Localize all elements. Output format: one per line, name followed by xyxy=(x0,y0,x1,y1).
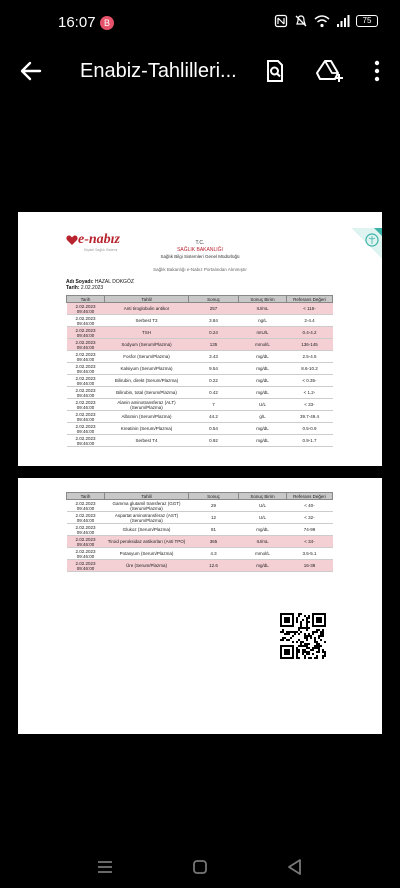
row-time: 09:46:00 xyxy=(76,380,95,386)
back-nav-button[interactable] xyxy=(282,854,308,880)
pdf-page-1[interactable] xyxy=(18,212,382,466)
status-bar xyxy=(0,0,400,48)
row-datetime xyxy=(67,536,105,548)
notification-badge: B xyxy=(100,16,114,30)
row-date: 2.02.2023 xyxy=(75,423,96,429)
table-row xyxy=(67,399,333,411)
row-datetime xyxy=(67,435,105,447)
row-time: 09:46:00 xyxy=(76,332,95,338)
row-reference: 0.4-4.2 xyxy=(287,327,333,339)
table-row xyxy=(67,387,333,399)
patient-name-line: Adı Soyadı: HAZAL DOKGÖZ xyxy=(66,279,134,285)
header-line-1: T.C. xyxy=(195,240,205,246)
table-row xyxy=(67,512,333,524)
table-row xyxy=(67,315,333,327)
column-header: Sonuç Birim xyxy=(239,296,287,303)
row-datetime xyxy=(67,399,105,411)
row-result: 4.3 xyxy=(189,548,239,560)
search-document-icon xyxy=(262,58,288,84)
row-result: 135 xyxy=(189,339,239,351)
battery-icon: 75 xyxy=(356,15,378,27)
row-unit: mg/dL xyxy=(239,560,287,572)
row-test: Gamma glutamil transferaz (GGT) (Serum/Plazma) xyxy=(105,500,189,512)
row-test: Aspartat aminotransferaz (AST) (Serum/Plazma) xyxy=(105,512,189,524)
row-test: Serbest T4 xyxy=(105,435,189,447)
row-date: 2.02.2023 xyxy=(75,560,96,566)
row-result: 0.54 xyxy=(189,423,239,435)
row-time: 09:46:00 xyxy=(76,428,95,434)
row-test: Kalsiyum (Serum/Plazma) xyxy=(105,363,189,375)
home-button[interactable] xyxy=(187,854,213,880)
row-result: 0.42 xyxy=(189,387,239,399)
row-test: Sodyum (Serum/Plazma) xyxy=(105,339,189,351)
header-line-2: SAĞLIK BAKANLIĞI xyxy=(177,247,223,253)
row-date: 2.02.2023 xyxy=(75,399,96,405)
row-date: 2.02.2023 xyxy=(75,500,96,506)
row-time: 09:46:00 xyxy=(76,392,95,398)
table-header-row xyxy=(67,493,333,500)
row-result: 365 xyxy=(189,536,239,548)
row-unit: mg/dL xyxy=(239,524,287,536)
row-unit: U/L xyxy=(239,399,287,411)
search-button[interactable] xyxy=(262,58,288,84)
row-time: 09:46:00 xyxy=(76,368,95,374)
row-datetime xyxy=(67,387,105,399)
header-line-3: Sağlık Bilgi Sistemleri Genel Müdürlüğü xyxy=(160,254,240,259)
triangle-back-icon xyxy=(282,854,308,880)
report-date-line: Tarih: 2.02.2023 xyxy=(66,285,104,291)
row-datetime xyxy=(67,560,105,572)
row-date: 2.02.2023 xyxy=(75,524,96,530)
qr-code-icon xyxy=(280,613,326,659)
row-date: 2.02.2023 xyxy=(75,303,96,309)
row-time: 09:46:00 xyxy=(76,553,95,559)
row-reference: 0.5-0.9 xyxy=(287,423,333,435)
row-test: Bilirubin, direkt (Serum/Plazma) xyxy=(105,375,189,387)
table-row xyxy=(67,500,333,512)
table-row xyxy=(67,363,333,375)
row-datetime xyxy=(67,339,105,351)
row-test: TSH xyxy=(105,327,189,339)
row-result: 257 xyxy=(189,303,239,315)
row-time: 09:46:00 xyxy=(76,565,95,571)
app-bar xyxy=(0,48,400,94)
table-row xyxy=(67,351,333,363)
row-unit: U/L xyxy=(239,512,287,524)
row-test: Alanin aminotransferaz (ALT) (Serum/Plazma) xyxy=(105,399,189,411)
row-test: Albümin (Serum/Plazma) xyxy=(105,411,189,423)
enabiz-logo: e-nabız xyxy=(78,232,120,247)
row-datetime xyxy=(67,423,105,435)
menu-lines-icon xyxy=(92,854,118,880)
row-reference: < 32- xyxy=(287,512,333,524)
row-reference: 8.6-10.2 xyxy=(287,363,333,375)
row-unit: mmol/L xyxy=(239,339,287,351)
row-reference: 2.5-4.5 xyxy=(287,351,333,363)
more-options-button[interactable] xyxy=(364,58,390,84)
row-date: 2.02.2023 xyxy=(75,435,96,441)
table-row xyxy=(67,423,333,435)
row-date: 2.02.2023 xyxy=(75,315,96,321)
row-datetime xyxy=(67,411,105,423)
column-header: Tarih xyxy=(67,296,105,303)
column-header: Sonuç xyxy=(189,493,239,500)
row-date: 2.02.2023 xyxy=(75,536,96,542)
row-result: 0.22 xyxy=(189,375,239,387)
row-datetime xyxy=(67,375,105,387)
row-test: Anti tiroglobulin antikor xyxy=(105,303,189,315)
row-result: 9.54 xyxy=(189,363,239,375)
row-test: Bilirubin, total (Serum/Plazma) xyxy=(105,387,189,399)
row-reference: 74-99 xyxy=(287,524,333,536)
row-unit: mg/dL xyxy=(239,351,287,363)
status-icons xyxy=(274,14,378,28)
row-time: 09:46:00 xyxy=(76,344,95,350)
table-row xyxy=(67,303,333,315)
table-row xyxy=(67,524,333,536)
home-square-icon xyxy=(187,854,213,880)
row-test: Potasyum (Serum/Plazma) xyxy=(105,548,189,560)
row-datetime xyxy=(67,303,105,315)
row-date: 2.02.2023 xyxy=(75,411,96,417)
row-result: 12 xyxy=(189,512,239,524)
row-test: Glukoz (Serum/Plazma) xyxy=(105,524,189,536)
row-result: 0.24 xyxy=(189,327,239,339)
patient-name: HAZAL DOKGÖZ xyxy=(94,279,134,285)
row-unit: IU/mL xyxy=(239,303,287,315)
row-result: 44.2 xyxy=(189,411,239,423)
column-header: Referans Değeri xyxy=(287,493,333,500)
row-reference: < 40- xyxy=(287,500,333,512)
row-unit: mIU/L xyxy=(239,327,287,339)
wifi-icon xyxy=(314,15,330,28)
row-reference: 3.5-5.1 xyxy=(287,548,333,560)
column-header: Tarih xyxy=(67,493,105,500)
column-header: Sonuç xyxy=(189,296,239,303)
row-datetime xyxy=(67,500,105,512)
nfc-icon xyxy=(274,14,288,28)
row-test: Tiroid peroksidaz antikorları (Anti TPO) xyxy=(105,536,189,548)
logo-subtitle: Kişisel Sağlık Sistemi xyxy=(84,248,118,252)
row-result: 7 xyxy=(189,399,239,411)
row-date: 2.02.2023 xyxy=(75,375,96,381)
add-to-drive-icon xyxy=(316,58,344,84)
back-button[interactable] xyxy=(18,58,44,84)
table-row xyxy=(67,411,333,423)
row-reference: 136-145 xyxy=(287,339,333,351)
row-result: 3.84 xyxy=(189,315,239,327)
row-test: Serbest T3 xyxy=(105,315,189,327)
pdf-page-2[interactable] xyxy=(18,478,382,734)
row-reference: 2-4.4 xyxy=(287,315,333,327)
row-time: 09:46:00 xyxy=(76,517,95,523)
row-reference: < 1.2- xyxy=(287,387,333,399)
table-row xyxy=(67,560,333,572)
table-row xyxy=(67,536,333,548)
row-date: 2.02.2023 xyxy=(75,363,96,369)
column-header: Tahlil xyxy=(105,296,189,303)
row-date: 2.02.2023 xyxy=(75,327,96,333)
row-reference: < 33- xyxy=(287,399,333,411)
row-result: 3.43 xyxy=(189,351,239,363)
lab-results-table-1 xyxy=(66,295,333,447)
row-time: 09:46:00 xyxy=(76,320,95,326)
row-datetime xyxy=(67,315,105,327)
mute-icon xyxy=(294,14,308,28)
column-header: Referans Değeri xyxy=(287,296,333,303)
row-unit: mg/dL xyxy=(239,363,287,375)
signal-icon xyxy=(336,15,350,28)
document-title: Enabiz-Tahlilleri... xyxy=(80,60,237,82)
row-time: 09:46:00 xyxy=(76,529,95,535)
more-vert-icon xyxy=(364,58,390,84)
table-row xyxy=(67,327,333,339)
row-time: 09:46:00 xyxy=(76,440,95,446)
row-time: 09:46:00 xyxy=(76,416,95,422)
row-date: 2.02.2023 xyxy=(75,548,96,554)
row-unit: mg/dL xyxy=(239,387,287,399)
row-unit: mg/dL xyxy=(239,375,287,387)
navigation-bar xyxy=(0,846,400,888)
row-datetime xyxy=(67,524,105,536)
row-reference: 39.7-49.4 xyxy=(287,411,333,423)
row-test: Üre (Serum/Plazma) xyxy=(105,560,189,572)
status-time: 16:07 xyxy=(58,14,96,31)
row-unit: mg/dL xyxy=(239,423,287,435)
row-date: 2.02.2023 xyxy=(75,351,96,357)
row-unit: mg/dL xyxy=(239,435,287,447)
row-reference: 0.9-1.7 xyxy=(287,435,333,447)
row-result: 12.6 xyxy=(189,560,239,572)
row-unit: U/L xyxy=(239,500,287,512)
row-test: Kreatinin (Serum/Plazma) xyxy=(105,423,189,435)
table-row xyxy=(67,339,333,351)
recents-button[interactable] xyxy=(92,854,118,880)
row-result: 29 xyxy=(189,500,239,512)
table-row xyxy=(67,548,333,560)
lab-results-table-2 xyxy=(66,492,333,572)
row-time: 09:46:00 xyxy=(76,541,95,547)
row-time: 09:46:00 xyxy=(76,404,95,410)
arrow-left-icon xyxy=(18,58,44,84)
row-reference: < 34- xyxy=(287,536,333,548)
row-time: 09:46:00 xyxy=(76,308,95,314)
row-datetime xyxy=(67,548,105,560)
ministry-emblem-icon xyxy=(352,228,382,258)
row-time: 09:46:00 xyxy=(76,356,95,362)
row-datetime xyxy=(67,327,105,339)
report-date: 2.02.2023 xyxy=(80,285,104,291)
row-date: 2.02.2023 xyxy=(75,512,96,518)
row-date: 2.02.2023 xyxy=(75,339,96,345)
row-datetime xyxy=(67,363,105,375)
row-unit: mmol/L xyxy=(239,548,287,560)
row-test: Fosfor (Serum/Plazma) xyxy=(105,351,189,363)
row-result: 0.92 xyxy=(189,435,239,447)
row-unit: g/L xyxy=(239,411,287,423)
row-reference: 16-38 xyxy=(287,560,333,572)
row-unit: IU/mL xyxy=(239,536,287,548)
table-header-row xyxy=(67,296,333,303)
row-reference: < 0.35- xyxy=(287,375,333,387)
column-header: Sonuç Birim xyxy=(239,493,287,500)
row-datetime xyxy=(67,351,105,363)
row-result: 81 xyxy=(189,524,239,536)
row-time: 09:46:00 xyxy=(76,505,95,511)
row-datetime xyxy=(67,512,105,524)
table-row xyxy=(67,435,333,447)
row-reference: < 115- xyxy=(287,303,333,315)
row-date: 2.02.2023 xyxy=(75,387,96,393)
add-to-drive-button[interactable] xyxy=(316,58,342,84)
column-header: Tahlil xyxy=(105,493,189,500)
header-line-4: Sağlık Bakanlığı e-Nabız Portalından Alınmıştır xyxy=(153,267,247,272)
table-row xyxy=(67,375,333,387)
row-unit: ng/L xyxy=(239,315,287,327)
